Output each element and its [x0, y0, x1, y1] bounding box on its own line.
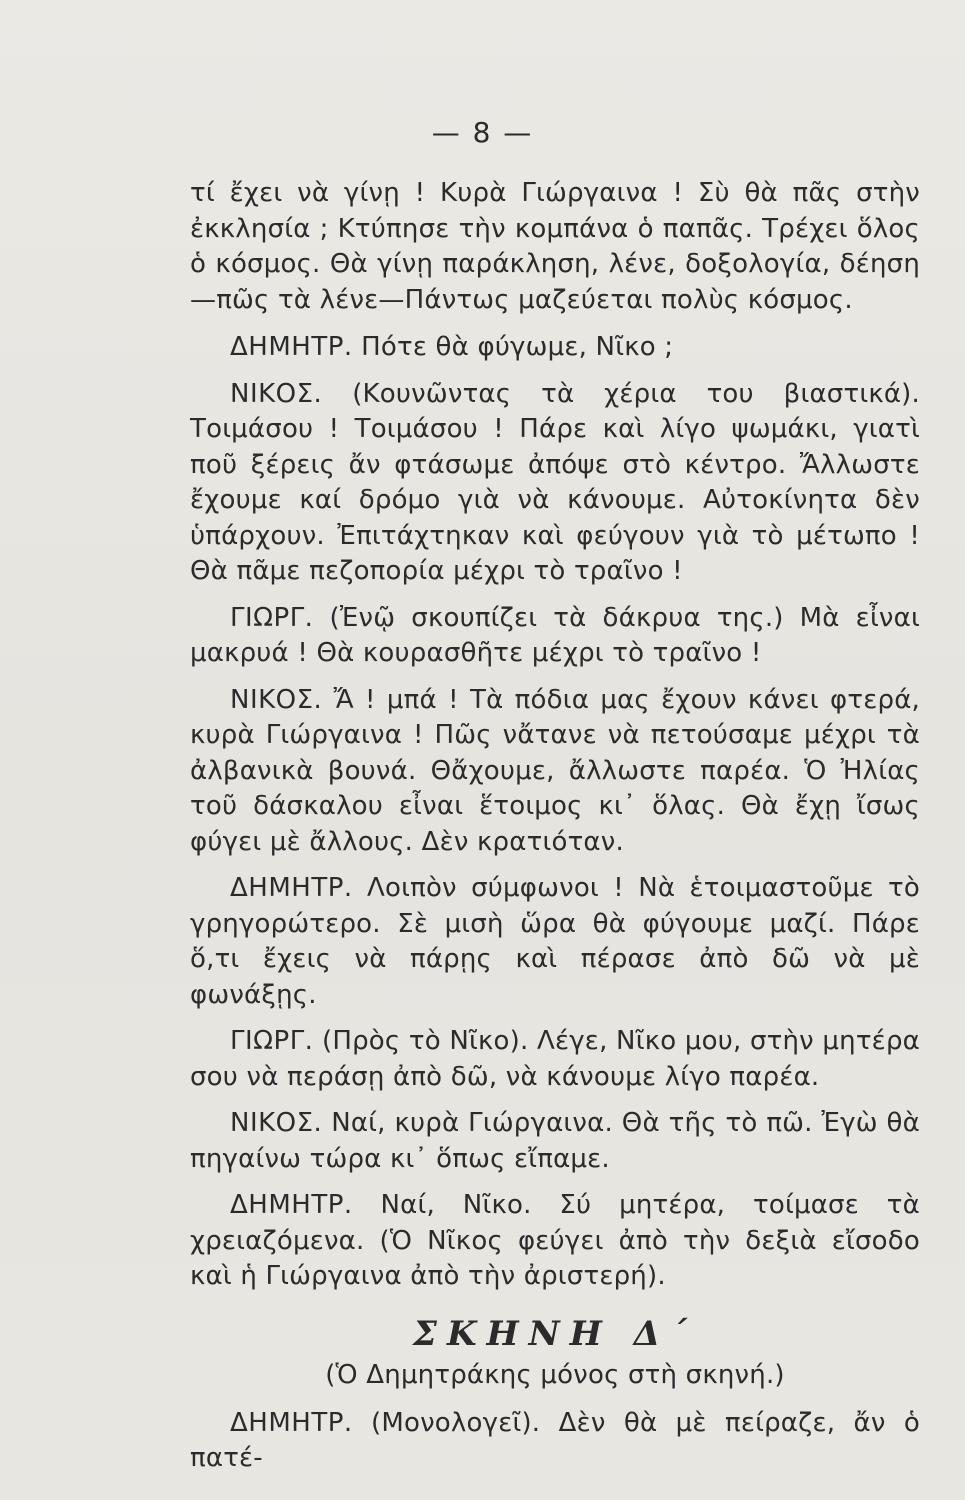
dialogue-text: (Μονολογεῖ). Δὲν θὰ μὲ πείραζε, ἄν ὁ πατέ-: [190, 1407, 921, 1473]
speaker-name: ΓΙΩΡΓ.: [230, 602, 314, 633]
speaker-name: ΓΙΩΡΓ.: [230, 1026, 314, 1056]
dialogue-line: [190, 1106, 920, 1177]
dialogue-line: [190, 871, 920, 1013]
dialogue-text: (Ἐνῷ σκουπίζει τὰ δάκρυα της.) Μὰ εἶναι μακρυά ! Θὰ κουρασθῆτε μέχρι τὸ τραῖνο !: [190, 602, 920, 668]
paragraph: [190, 176, 920, 318]
dialogue-text: Λοιπὸν σύμφωνοι ! Νὰ ἑτοιμαστοῦμε τὸ γρηγορώτερο. Σὲ μισὴ ὥρα θὰ φύγουμε μαζί. Πάρε ὅ,τι ἔχεις νὰ πάρῃς καὶ πέρασε ἀπὸ δῶ νὰ μὲ φωνάξῃς.: [190, 873, 920, 1010]
dialogue-text: Ἄ ! μπά ! Τὰ πόδια μας ἔχουν κάνει φτερά, κυρὰ Γιώργαινα ! Πῶς νἄτανε νὰ πετούσαμε μέχρι τὰ ἀλβανικὰ βουνά. Θἄχουμε, ἄλλωστε παρέα. Ὁ Ἠλίας τοῦ δάσκαλου εἶναι ἕτοιμος κι᾽ ὅλας. Θὰ ἔχῃ ἴσως φύγει μὲ ἄλλους. Δὲν κρατιόταν.: [190, 684, 920, 857]
speaker-name: ΔΗΜΗΤΡ.: [230, 873, 353, 903]
dialogue-text: (Κουνῶντας τὰ χέρια του βιαστικά). Τοιμάσου ! Τοιμάσου ! Πάρε καὶ λίγο ψωμάκι, γιατὶ ποῦ ξέρεις ἄν φτάσωμε ἀπόψε στὸ κέντρο. Ἄλλωστε ἔχουμε καί δρόμο γιὰ νὰ κάνουμε. Αὐτοκίνητα δὲν ὑπάρχουν. Ἐπιτάχτηκαν καὶ φεύγουν γιὰ τὸ μέτωπο ! Θὰ πᾶμε πεζοπορία μέχρι τὸ τραῖνο !: [190, 378, 920, 586]
paragraph-text: τί ἔχει νὰ γίνῃ ! Κυρὰ Γιώργαινα ! Σὺ θὰ πᾶς στὴν ἐκκλησία ; Κτύπησε τὴν κομπάνα ὁ παπᾶς. Τρέχει ὅλος ὁ κόσμος. Θὰ γίνῃ παράκληση, λένε, δοξολογία, δέηση—πῶς τὰ λένε—Πάντως μαζεύεται πολὺς κόσμος.: [190, 178, 920, 315]
dialogue-line: [190, 1406, 920, 1477]
dialogue-text: Ναί, Νῖκο. Σύ μητέρα, τοίμασε τὰ χρειαζόμενα. (Ὁ Νῖκος φεύγει ἀπὸ τὴν δεξιὰ εἴσοδο καὶ ἡ Γιώργαινα ἀπὸ τὴν ἀριστερή).: [190, 1190, 921, 1291]
speaker-name: ΔΗΜΗΤΡ.: [230, 332, 353, 362]
dialogue-line: [190, 601, 920, 672]
speaker-name: ΝΙΚΟΣ.: [230, 378, 323, 409]
speaker-name: ΝΙΚΟΣ.: [230, 684, 323, 715]
speaker-name: ΔΗΜΗΤΡ.: [230, 1190, 353, 1220]
dialogue-text: (Πρὸς τὸ Νῖκο). Λέγε, Νῖκο μου, στὴν μητέρα σου νὰ περάσῃ ἀπὸ δῶ, νὰ κάνουμε λίγο παρέα.: [190, 1026, 920, 1092]
speaker-name: ΝΙΚΟΣ.: [230, 1108, 323, 1138]
dialogue-text: Πότε θὰ φύγωμε, Νῖκο ;: [361, 332, 674, 362]
dialogue-line: [190, 1188, 920, 1295]
dialogue-line: [190, 1024, 920, 1095]
speaker-name: ΔΗΜΗΤΡ.: [230, 1407, 353, 1438]
dialogue-line: [190, 330, 920, 366]
page-number: — 8 —: [431, 116, 534, 149]
dialogue-line: [190, 377, 920, 590]
dialogue-line: [190, 683, 920, 861]
dialogue-text: Ναί, κυρὰ Γιώργαινα. Θὰ τῆς τὸ πῶ. Ἐγὼ θὰ πηγαίνω τώρα κι᾽ ὅπως εἴπαμε.: [190, 1108, 920, 1174]
scene-title: ΣΚΗΝΗ Δ΄: [412, 1313, 698, 1354]
stage-direction: (Ὁ Δημητράκης μόνος στὴ σκηνή.): [325, 1360, 785, 1390]
text-body: [190, 176, 920, 1488]
